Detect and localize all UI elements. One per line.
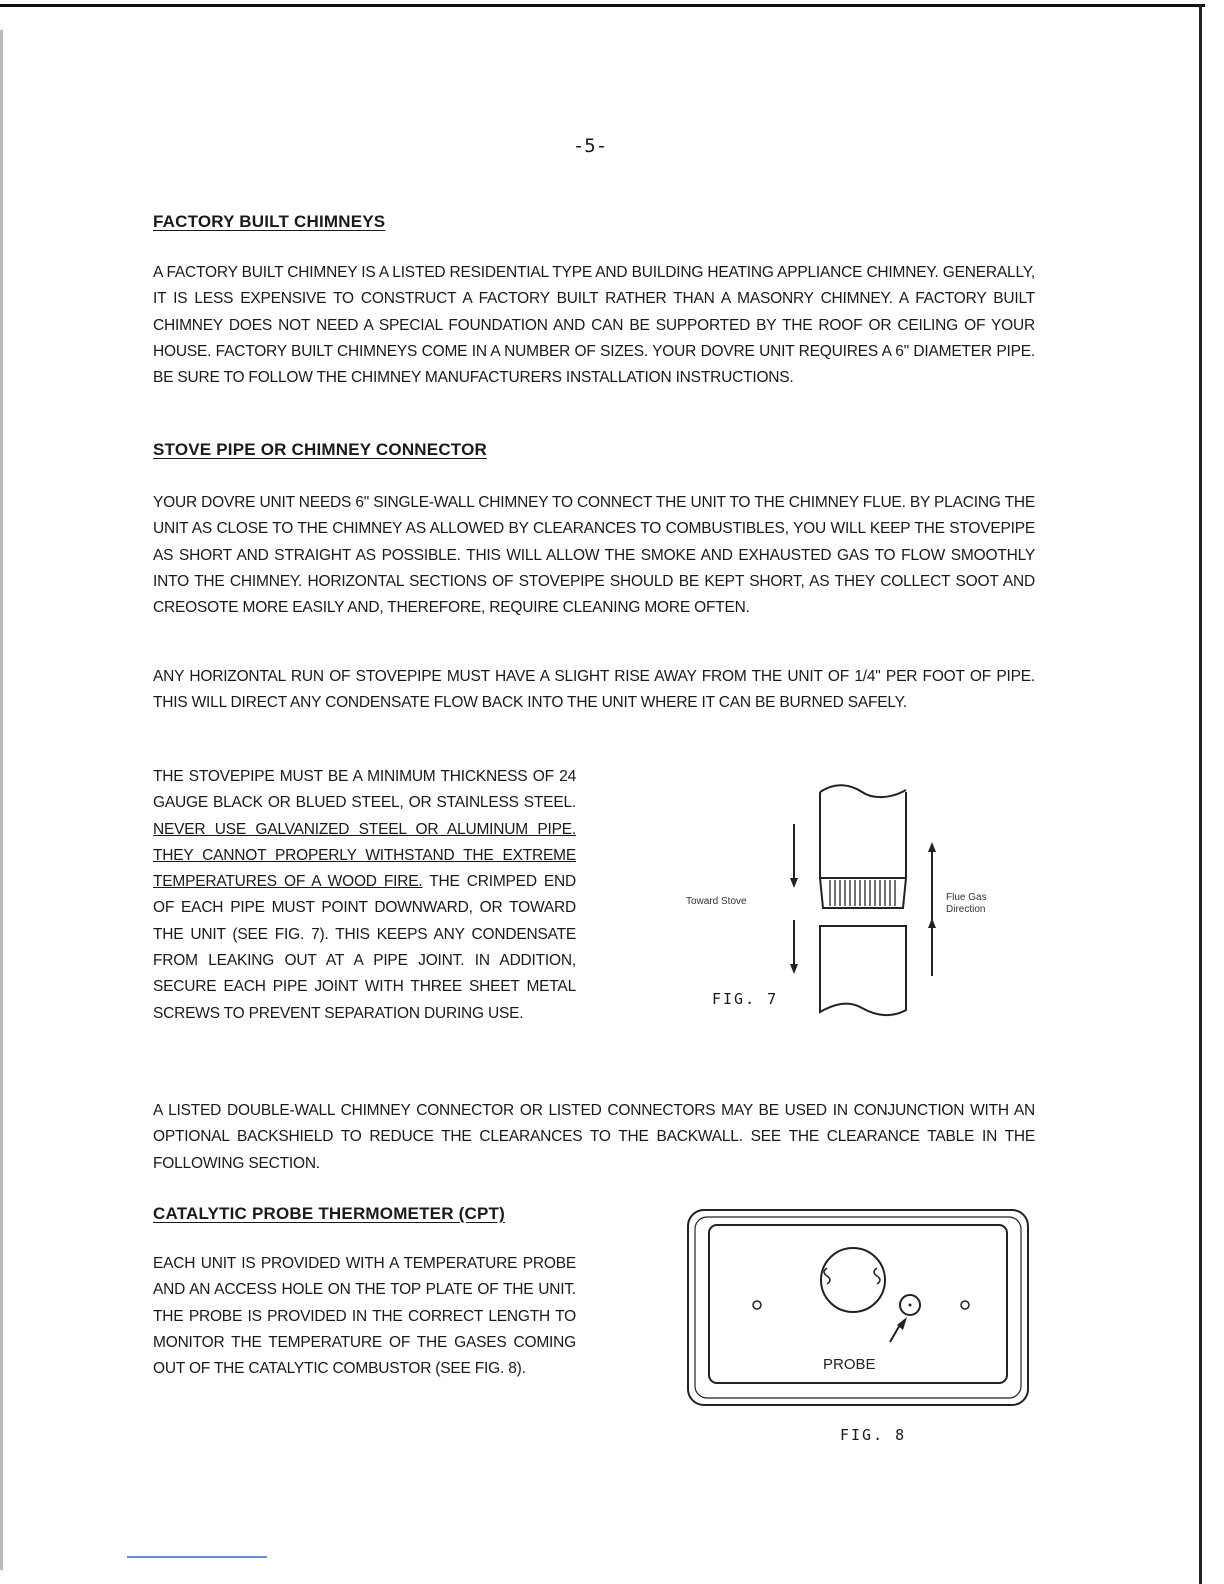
paragraph-stove-pipe-1: YOUR DOVRE UNIT NEEDS 6" SINGLE-WALL CHIMNEY TO CONNECT THE UNIT TO THE CHIMNEY FLUE. BY PLACING THE UNIT AS CLOSE TO THE CHIMNEY AS ALLOWED BY CLEARANCES TO COMBUSTIBLES, YOU WILL KEEP THE STOVEPIPE AS SHORT AND STRAIGHT AS POSSIBLE. THIS WILL ALLOW THE SMOKE AND EXHAUSTED GAS TO FLOW SMOOTHLY INTO THE CHIMNEY. HORIZONTAL SECTIONS OF STOVEPIPE SHOULD BE KEPT SHORT, AS THEY COLLECT SOOT AND CREOSOTE MORE EASILY AND, THEREFORE, REQUIRE CLEANING MORE OFTEN.: [153, 494, 1035, 617]
heading-catalytic-probe: CATALYTIC PROBE THERMOMETER (CPT): [153, 1204, 505, 1223]
fig7-flue-gas-line2: Direction: [946, 904, 986, 915]
page-number: -5-: [572, 135, 608, 157]
page-border-left: [0, 30, 3, 1570]
paragraph-stove-pipe-3: [153, 764, 576, 1027]
paragraph-factory-built: A FACTORY BUILT CHIMNEY IS A LISTED RESIDENTIAL TYPE AND BUILDING HEATING APPLIANCE CHIMNEY. GENERALLY, IT IS LESS EXPENSIVE TO CONSTRUCT A FACTORY BUILT RATHER THAN A MASONRY CHIMNEY. A FACTORY BUILT CHIMNEY DOES NOT NEED A SPECIAL FOUNDATION AND CAN BE SUPPORTED BY THE ROOF OR CEILING OF YOUR HOUSE. FACTORY BUILT CHIMNEYS COME IN A NUMBER OF SIZES. YOUR DOVRE UNIT REQUIRES A 6" DIAMETER PIPE. BE SURE TO FOLLOW THE CHIMNEY MANUFACTURERS INSTALLATION INSTRUCTIONS.: [153, 264, 1035, 387]
fig7-caption: FIG. 7: [712, 990, 779, 1008]
fig7-flue-gas-label: [946, 892, 987, 916]
fig7-toward-stove-label: Toward Stove: [686, 896, 747, 907]
fig8-top-plate-diagram: [685, 1205, 1035, 1410]
fig7-flue-gas-line1: Flue Gas: [946, 892, 987, 903]
heading-factory-built-chimneys: FACTORY BUILT CHIMNEYS: [153, 212, 386, 231]
paragraph-stove-pipe-4: A LISTED DOUBLE-WALL CHIMNEY CONNECTOR OR LISTED CONNECTORS MAY BE USED IN CONJUNCTION WITH AN OPTIONAL BACKSHIELD TO REDUCE THE CLEARANCES TO THE BACKWALL. SEE THE CLEARANCE TABLE IN THE FOLLOWING SECTION.: [153, 1102, 1035, 1172]
page-border-right: [1199, 4, 1202, 1584]
bottom-rule: [127, 1556, 267, 1558]
fig8-caption: FIG. 8: [840, 1426, 907, 1444]
fig8-probe-label: PROBE: [823, 1356, 876, 1373]
para3-warning: NEVER USE GALVANIZED STEEL OR ALUMINUM PIPE. THEY CANNOT PROPERLY WITHSTAND THE EXTREME TEMPERATURES OF A WOOD FIRE.: [153, 820, 576, 891]
para3-start: THE STOVEPIPE MUST BE A MINIMUM THICKNESS OF 24 GAUGE BLACK OR BLUED STEEL, OR STAINLESS STEEL.: [153, 768, 576, 812]
page-border-top: [0, 4, 1205, 7]
paragraph-probe: EACH UNIT IS PROVIDED WITH A TEMPERATURE PROBE AND AN ACCESS HOLE ON THE TOP PLATE OF THE UNIT. THE PROBE IS PROVIDED IN THE CORRECT LENGTH TO MONITOR THE TEMPERATURE OF THE GASES COMING OUT OF THE CATALYTIC COMBUSTOR (SEE FIG. 8).: [153, 1255, 576, 1378]
para3-end: THE CRIMPED END OF EACH PIPE MUST POINT DOWNWARD, OR TOWARD THE UNIT (SEE FIG. 7). THIS KEEPS ANY CONDENSATE FROM LEAKING OUT AT A PIPE JOINT. IN ADDITION, SECURE EACH PIPE JOINT WITH THREE SHEET METAL SCREWS TO PREVENT SEPARATION DURING USE.: [153, 873, 577, 1022]
paragraph-stove-pipe-2: ANY HORIZONTAL RUN OF STOVEPIPE MUST HAVE A SLIGHT RISE AWAY FROM THE UNIT OF 1/4" PER FOOT OF PIPE. THIS WILL DIRECT ANY CONDENSATE FLOW BACK INTO THE UNIT WHERE IT CAN BE BURNED SAFELY.: [153, 668, 1035, 712]
heading-stove-pipe: STOVE PIPE OR CHIMNEY CONNECTOR: [153, 440, 487, 459]
